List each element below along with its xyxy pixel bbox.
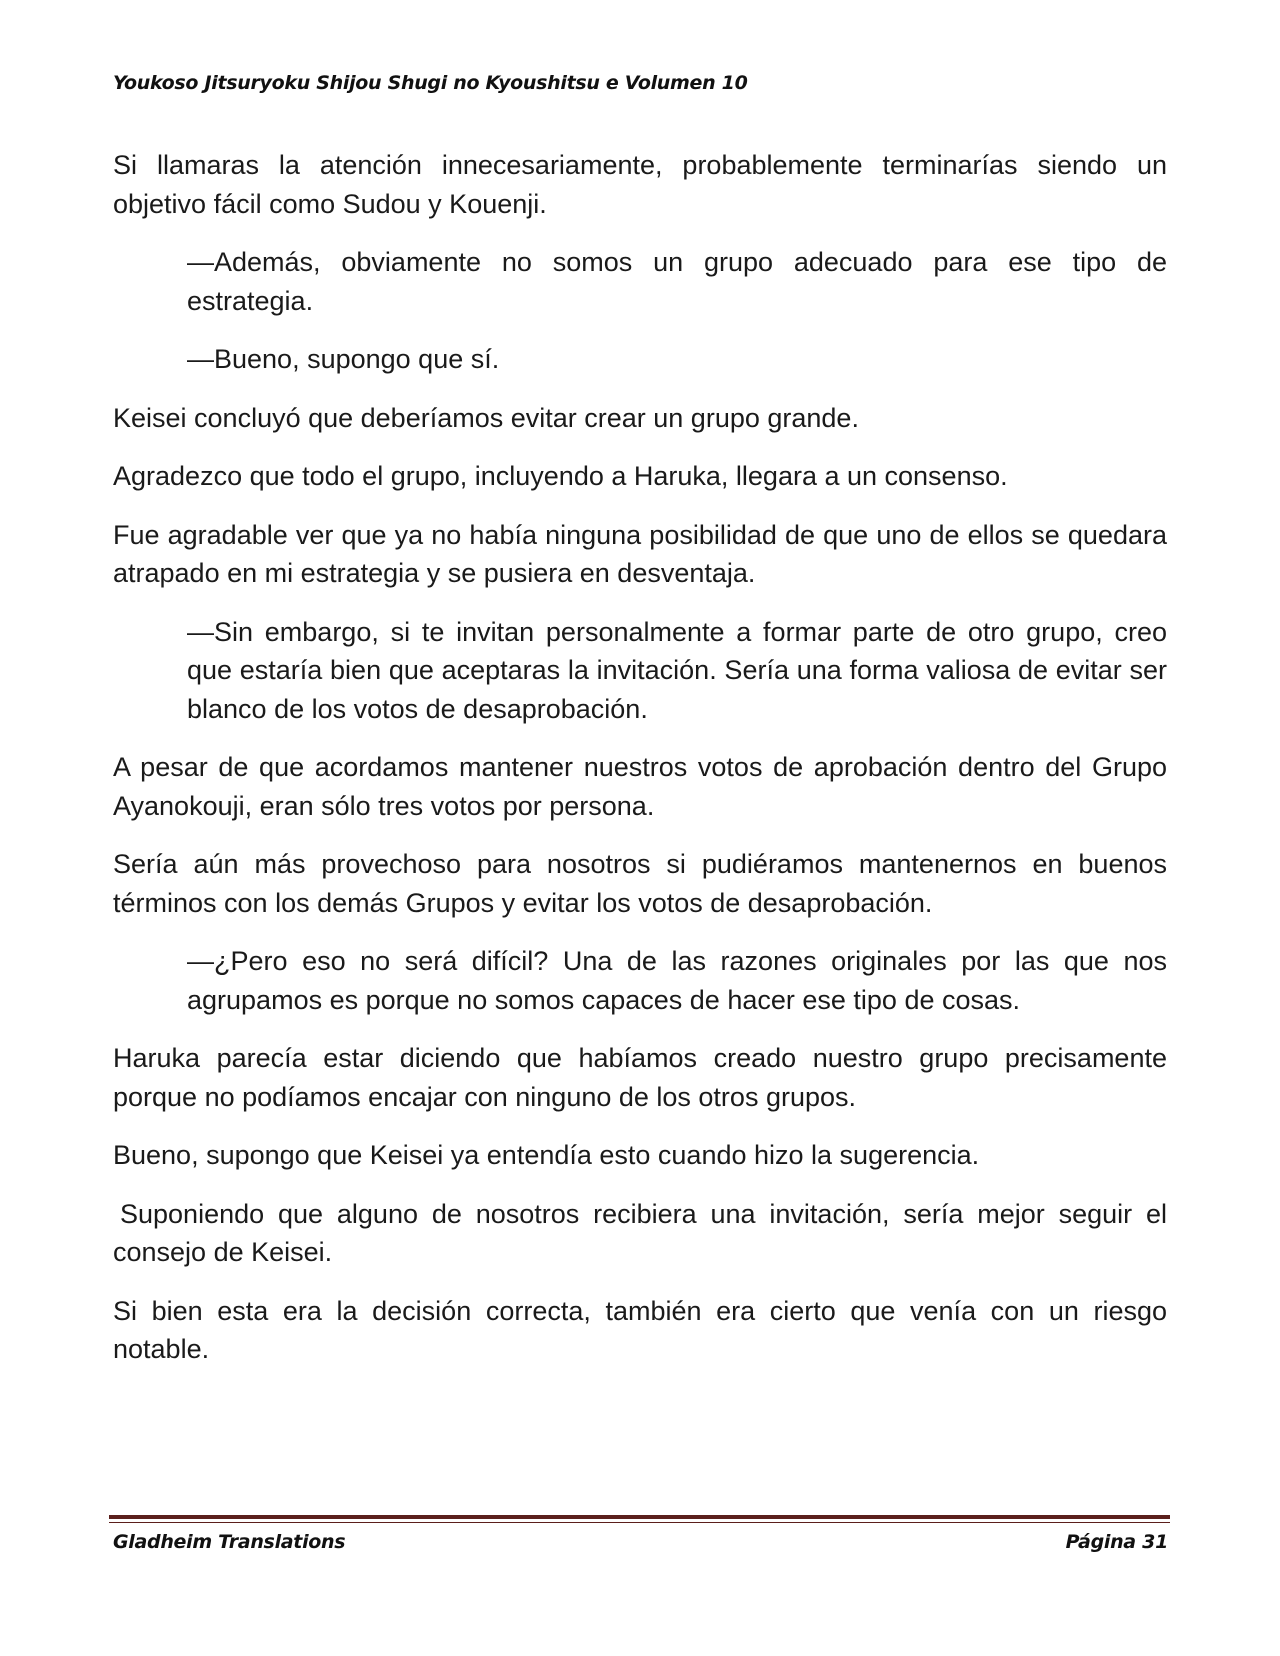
paragraph: Sería aún más provechoso para nosotros si pudiéramos mantenernos en buenos términos con los demás Grupos y evitar los votos de desaprobación.	[113, 849, 1167, 918]
paragraph: A pesar de que acordamos mantener nuestros votos de aprobación dentro del Grupo Ayanokouji, eran sólo tres votos por persona.	[113, 752, 1167, 821]
page-number: Página 31	[1065, 1531, 1168, 1553]
paragraph: Si bien esta era la decisión correcta, también era cierto que venía con un riesgo notable.	[113, 1295, 1167, 1364]
paragraph: Fue agradable ver que ya no había ninguna posibilidad de que uno de ellos se quedara atrapado en mi estrategia y se pusiera en desventaja.	[113, 519, 1167, 588]
paragraph: Bueno, supongo que Keisei ya entendía esto cuando hizo la sugerencia.	[113, 1140, 980, 1170]
paragraph: Si llamaras la atención innecesariamente, probablemente terminarías siendo un objetivo fácil como Sudou y Kouenji.	[113, 150, 1167, 219]
paragraph: Suponiendo que alguno de nosotros recibiera una invitación, sería mejor seguir el consejo de Keisei.	[113, 1198, 1167, 1267]
footer-publisher: Gladheim Translations	[113, 1531, 346, 1553]
paragraph: Haruka parecía estar diciendo que habíamos creado nuestro grupo precisamente porque no podíamos encajar con ninguno de los otros grupos.	[113, 1043, 1167, 1112]
footer-divider-thin	[109, 1522, 1170, 1523]
dialogue-paragraph: —Bueno, supongo que sí.	[187, 344, 500, 374]
footer-divider	[109, 1515, 1170, 1519]
running-header: Youkoso Jitsuryoku Shijou Shugi no Kyoushitsu e Volumen 10	[113, 72, 748, 94]
dialogue-paragraph: —Además, obviamente no somos un grupo adecuado para ese tipo de estrategia.	[187, 247, 1167, 316]
paragraph: Agradezco que todo el grupo, incluyendo a Haruka, llegara a un consenso.	[113, 461, 1008, 491]
dialogue-paragraph: —Sin embargo, si te invitan personalmente a formar parte de otro grupo, creo que estaría bien que aceptaras la invitación. Sería una forma valiosa de evitar ser blanco de los votos de desaprobación.	[187, 616, 1167, 724]
paragraph: Keisei concluyó que deberíamos evitar crear un grupo grande.	[113, 402, 859, 433]
dialogue-paragraph: —¿Pero eso no será difícil? Una de las razones originales por las que nos agrupamos es porque no somos capaces de hacer ese tipo de cosas.	[187, 946, 1167, 1015]
page-body	[113, 146, 1167, 1389]
